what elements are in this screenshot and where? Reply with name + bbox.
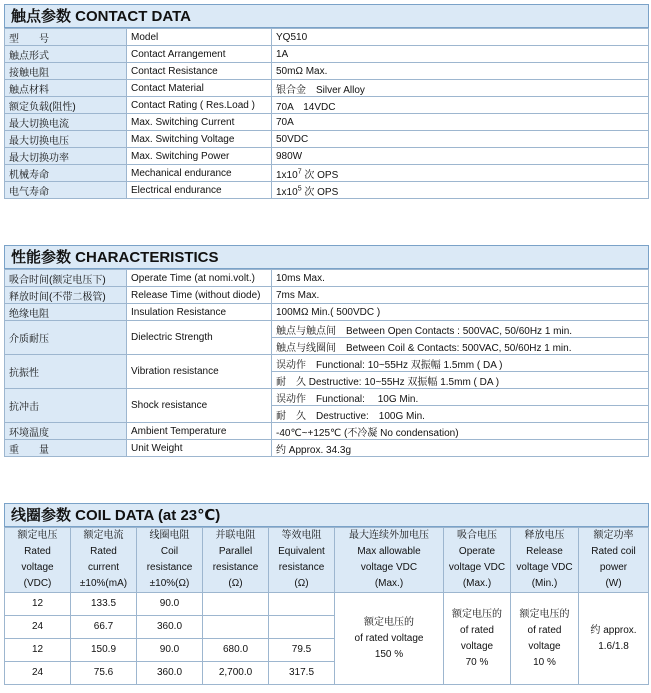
coil-header-row: [5, 528, 649, 593]
coil-column-header: 吸合电压 Operate voltage VDC (Max.): [444, 528, 511, 593]
table-row: [5, 321, 649, 338]
row-en-label: Mechanical endurance: [127, 165, 272, 182]
release-voltage-cell: 额定电压的 of rated voltage 10 %: [511, 593, 579, 685]
coil-cell: [269, 616, 335, 639]
row-value: 70A 14VDC: [272, 97, 649, 114]
row-en-label: Ambient Temperature: [127, 423, 272, 440]
row-cn-label: 抗冲击: [5, 389, 127, 423]
row-cn-label: 最大切换电压: [5, 131, 127, 148]
table-row: [5, 304, 649, 321]
row-en-label: Max. Switching Voltage: [127, 131, 272, 148]
coil-cell: 150.9: [71, 639, 137, 662]
table-row: [5, 114, 649, 131]
row-value: 耐 久 Destructive: 10~55Hz 双振幅 1.5mm ( DA ): [272, 372, 649, 389]
row-value: YQ510: [272, 29, 649, 46]
table-row: [5, 46, 649, 63]
row-en-label: Dielectric Strength: [127, 321, 272, 355]
row-value: 约 Approx. 34.3g: [272, 440, 649, 457]
coil-cell: 24: [5, 616, 71, 639]
row-en-label: Contact Rating ( Res.Load ): [127, 97, 272, 114]
table-row: [5, 29, 649, 46]
coil-cell: 12: [5, 593, 71, 616]
row-value: 100MΩ Min.( 500VDC ): [272, 304, 649, 321]
row-en-label: Electrical endurance: [127, 182, 272, 199]
table-row: [5, 593, 649, 616]
row-value: 70A: [272, 114, 649, 131]
row-cn-label: 环境温度: [5, 423, 127, 440]
row-value: -40℃~+125℃ (不冷凝 No condensation): [272, 423, 649, 440]
coil-cell: 90.0: [137, 593, 203, 616]
row-en-label: Max. Switching Current: [127, 114, 272, 131]
row-en-label: Contact Resistance: [127, 63, 272, 80]
row-en-label: Release Time (without diode): [127, 287, 272, 304]
row-cn-label: 吸合时间(额定电压下): [5, 270, 127, 287]
coil-cell: 75.6: [71, 662, 137, 685]
coil-cell: 66.7: [71, 616, 137, 639]
row-en-label: Shock resistance: [127, 389, 272, 423]
table-row: [5, 165, 649, 182]
row-cn-label: 介质耐压: [5, 321, 127, 355]
row-value: 触点与触点间 Between Open Contacts : 500VAC, 50/60Hz 1 min.: [272, 321, 649, 338]
coil-column-header: 等效电阻 Equivalent resistance (Ω): [269, 528, 335, 593]
row-en-label: Insulation Resistance: [127, 304, 272, 321]
characteristics-table: [4, 269, 649, 457]
coil-data-title: 线圈参数 COIL DATA (at 23℃): [4, 503, 649, 527]
table-row: [5, 270, 649, 287]
row-en-label: Vibration resistance: [127, 355, 272, 389]
coil-cell: 360.0: [137, 616, 203, 639]
coil-column-header: 线圈电阻 Coil resistance ±10%(Ω): [137, 528, 203, 593]
table-row: [5, 389, 649, 406]
row-value: 1A: [272, 46, 649, 63]
row-cn-label: 触点形式: [5, 46, 127, 63]
coil-cell: 133.5: [71, 593, 137, 616]
coil-column-header: 额定电流 Rated current ±10%(mA): [71, 528, 137, 593]
row-en-label: Unit Weight: [127, 440, 272, 457]
row-cn-label: 接触电阻: [5, 63, 127, 80]
table-row: [5, 63, 649, 80]
table-row: [5, 423, 649, 440]
row-value: 10ms Max.: [272, 270, 649, 287]
characteristics-section: [4, 245, 649, 457]
row-value: 银合金 Silver Alloy: [272, 80, 649, 97]
row-cn-label: 最大切换电流: [5, 114, 127, 131]
contact-data-section: [4, 4, 649, 199]
table-row: [5, 182, 649, 199]
row-value: 误动作 Functional: 10~55Hz 双振幅 1.5mm ( DA ): [272, 355, 649, 372]
row-value: $1x10^5$ 次 OPS: [272, 182, 649, 199]
row-en-label: Contact Arrangement: [127, 46, 272, 63]
row-cn-label: 额定负载(阻性): [5, 97, 127, 114]
row-value: $1x10^7$ 次 OPS: [272, 165, 649, 182]
table-row: [5, 440, 649, 457]
coil-cell: 680.0: [203, 639, 269, 662]
coil-column-header: 释放电压 Release voltage VDC (Min.): [511, 528, 579, 593]
row-value: 50mΩ Max.: [272, 63, 649, 80]
row-value: 触点与线圈间 Between Coil & Contacts: 500VAC, 50/60Hz 1 min.: [272, 338, 649, 355]
table-row: [5, 355, 649, 372]
coil-cell: 317.5: [269, 662, 335, 685]
contact-data-table: [4, 28, 649, 199]
coil-cell: [203, 593, 269, 616]
row-value: 980W: [272, 148, 649, 165]
row-en-label: Contact Material: [127, 80, 272, 97]
coil-column-header: 最大连续外加电压 Max allowable voltage VDC (Max.): [335, 528, 444, 593]
coil-cell: [269, 593, 335, 616]
coil-data-table: [4, 527, 649, 685]
row-cn-label: 电气寿命: [5, 182, 127, 199]
row-cn-label: 抗振性: [5, 355, 127, 389]
row-value: 误动作 Functional: 10G Min.: [272, 389, 649, 406]
coil-cell: 90.0: [137, 639, 203, 662]
table-row: [5, 97, 649, 114]
row-cn-label: 机械寿命: [5, 165, 127, 182]
coil-column-header: 额定功率 Rated coil power (W): [579, 528, 649, 593]
row-cn-label: 释放时间(不带二极管): [5, 287, 127, 304]
row-value: 7ms Max.: [272, 287, 649, 304]
table-row: [5, 148, 649, 165]
characteristics-title: 性能参数 CHARACTERISTICS: [4, 245, 649, 269]
operate-voltage-cell: 额定电压的 of rated voltage 70 %: [444, 593, 511, 685]
row-cn-label: 绝缘电阻: [5, 304, 127, 321]
row-en-label: Max. Switching Power: [127, 148, 272, 165]
coil-cell: 2,700.0: [203, 662, 269, 685]
coil-cell: 360.0: [137, 662, 203, 685]
table-row: [5, 287, 649, 304]
coil-cell: 79.5: [269, 639, 335, 662]
coil-column-header: 额定电压 Rated voltage (VDC): [5, 528, 71, 593]
table-row: [5, 80, 649, 97]
coil-column-header: 并联电阻 Parallel resistance (Ω): [203, 528, 269, 593]
rated-power-cell: 约 approx. 1.6/1.8: [579, 593, 649, 685]
table-row: [5, 131, 649, 148]
row-cn-label: 型 号: [5, 29, 127, 46]
coil-cell: [203, 616, 269, 639]
max-voltage-cell: 额定电压的 of rated voltage 150 %: [335, 593, 444, 685]
row-cn-label: 重 量: [5, 440, 127, 457]
row-value: 50VDC: [272, 131, 649, 148]
row-cn-label: 触点材料: [5, 80, 127, 97]
row-value: 耐 久 Destructive: 100G Min.: [272, 406, 649, 423]
coil-cell: 12: [5, 639, 71, 662]
coil-data-section: [4, 503, 649, 685]
row-en-label: Model: [127, 29, 272, 46]
row-en-label: Operate Time (at nomi.volt.): [127, 270, 272, 287]
row-cn-label: 最大切换功率: [5, 148, 127, 165]
coil-cell: 24: [5, 662, 71, 685]
contact-data-title: 触点参数 CONTACT DATA: [4, 4, 649, 28]
